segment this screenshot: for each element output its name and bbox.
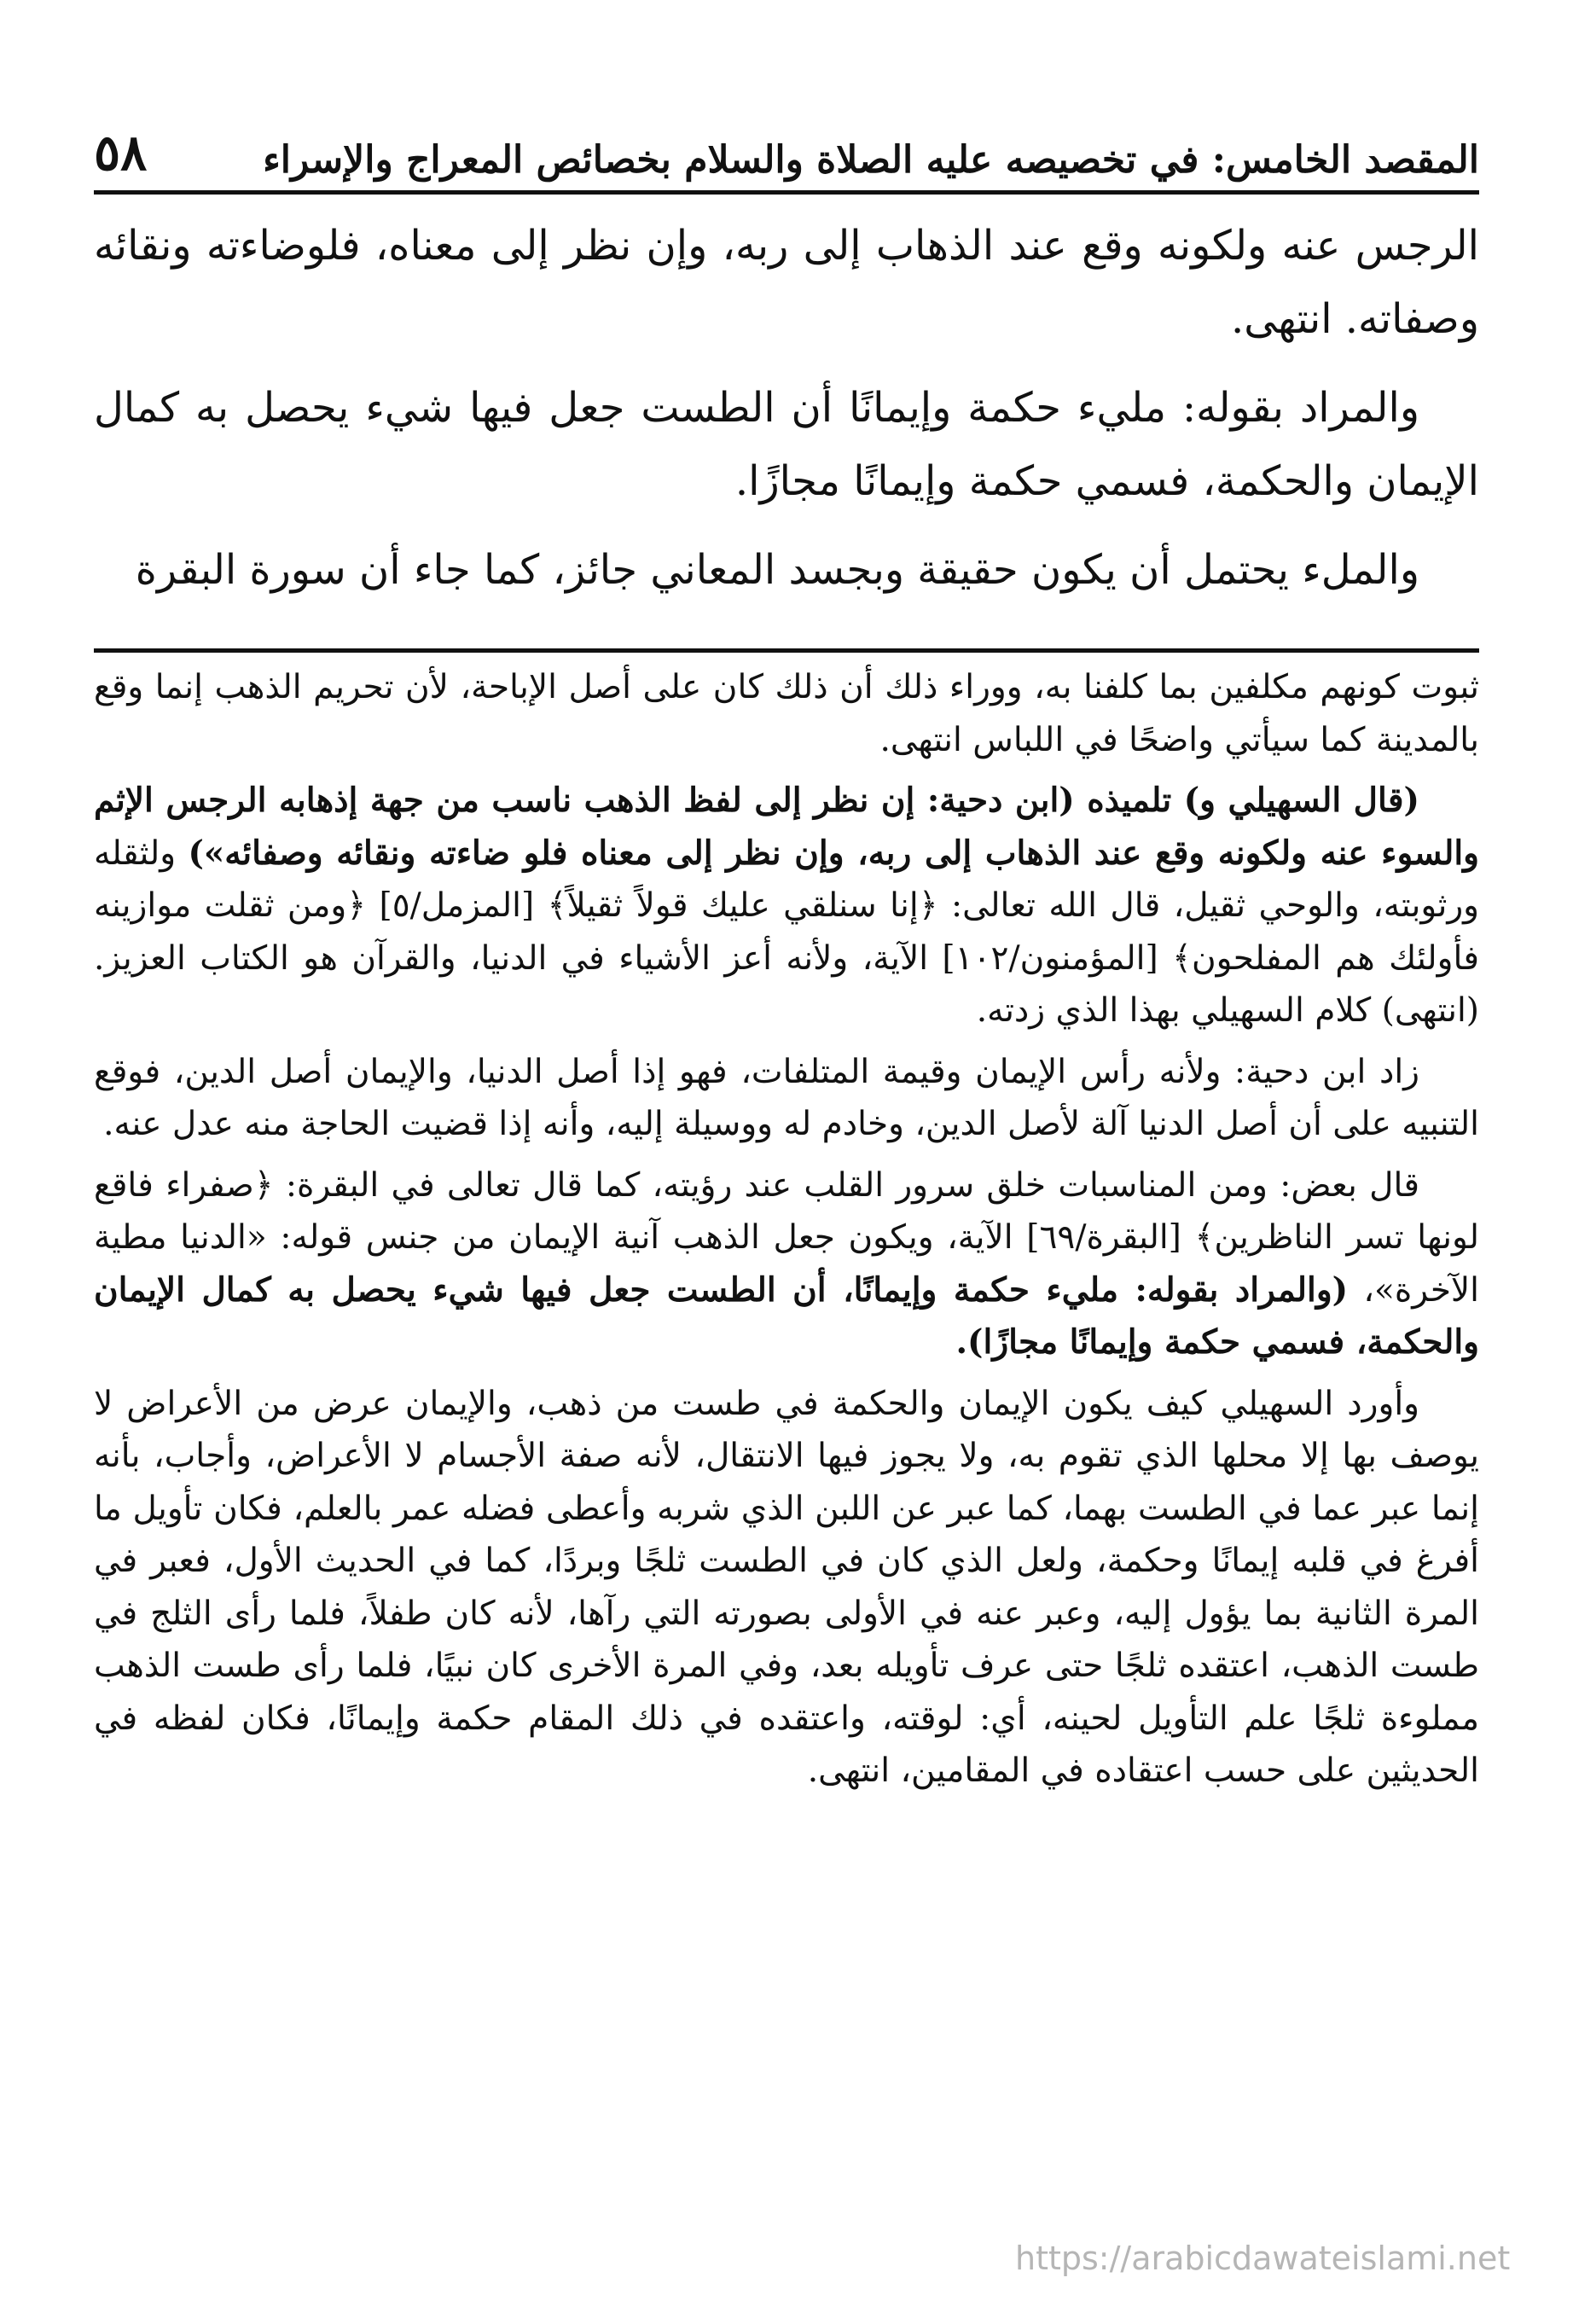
commentary-paragraph-2 bbox=[94, 775, 1479, 1037]
main-text bbox=[94, 209, 1479, 622]
source-watermark: https://arabicdawateislami.net bbox=[1015, 2240, 1511, 2277]
commentary-paragraph-1: ثبوت كونهم مكلفين بما كلفنا به، ووراء ذلك أن ذلك كان على أصل الإباحة، لأن تحريم الذهب إنما وقع بالمدينة كما سيأتي واضحًا في اللباس انتهى. bbox=[94, 668, 1479, 759]
main-paragraph-1: الرجس عنه ولكونه وقع عند الذهاب إلى ربه، وإن نظر إلى معناه، فلوضاءته ونقائه وصفاته. انتهى. bbox=[94, 222, 1479, 343]
commentary-paragraph-5: وأورد السهيلي كيف يكون الإيمان والحكمة في طست من ذهب، والإيمان عرض من الأعراض لا يوصف بها إلا محلها الذي تقوم به، ولا يجوز فيها الانتقال، لأنه صفة الأجسام لا الأعراض، وأجاب، بأنه إنما عبر عما في الطست بهما، كما عبر عن اللبن الذي شربه وأعطى فضله عمر بالعلم، فكان تأويل ما أفرغ في قلبه إيمانًا وحكمة، ولعل الذي كان في الطست ثلجًا وبردًا، كما في الحديث الأول، فعبر في المرة الثانية بما يؤول إليه، وعبر عنه في الأولى بصورته التي رآها، لأنه كان طفلاً، فلما رأى الثلج في طست الذهب، اعتقده ثلجًا حتى عرف تأويله بعد، وفي المرة الأخرى كان نبيًا، فلما رأى طست الذهب مملوءة ثلجًا علم التأويل لحينه، أي: لوقته، واعتقده في ذلك المقام حكمة وإيمانًا، فكان لفظه في الحديثين على حسب اعتقاده في المقامين، انتهى. bbox=[94, 1384, 1479, 1790]
main-paragraph-2: والمراد بقوله: مليء حكمة وإيمانًا أن الطست جعل فيها شيء يحصل به كمال الإيمان والحكمة، فسمي حكمة وإيمانًا مجازًا. bbox=[94, 384, 1479, 505]
main-paragraph-3: والملء يحتمل أن يكون حقيقة وبجسد المعاني جائز، كما جاء أن سورة البقرة bbox=[135, 546, 1419, 594]
page-header bbox=[94, 101, 1479, 195]
commentary-paragraph-3: زاد ابن دحية: ولأنه رأس الإيمان وقيمة المتلفات، فهو إذا أصل الدنيا، والإيمان أصل الدين، فوقع التنبيه على أن أصل الدنيا آلة لأصل الدين، وخادم له ووسيلة إليه، وأنه إذا قضيت الحاجة منه عدل عنه. bbox=[94, 1052, 1479, 1143]
quoted-bold-text: (والمراد بقوله: مليء حكمة وإيمانًا، أن الطست جعل فيها شيء يحصل به كمال الإيمان والحكمة، فسمي حكمة وإيمانًا مجازًا). bbox=[94, 1269, 1479, 1362]
commentary-text-run: ولثقله ورثوبته، والوحي ثقيل، قال الله تعالى: ﴿إنا سنلقي عليك قولاً ثقيلاً﴾ [المزمل/٥] ﴿ومن ثقلت موازينه فأولئك هم المفلحون﴾ [المؤمنون/١٠٢] الآية، ولأنه أعز الأشياء في الدنيا، والقرآن هو الكتاب العزيز. (انتهى) كلام السهيلي بهذا الذي زدته. bbox=[94, 834, 1479, 1030]
quoted-bold-text: (قال السهيلي و) تلميذه (ابن دحية: إن نظر إلى لفظ الذهب ناسب من جهة إذهابه الرجس الإثم والسوء عنه ولكونه وقع عند الذهاب إلى ربه، وإن نظر إلى معناه فلو ضاءته ونقائه وصفائه») bbox=[94, 781, 1479, 873]
page-number: ٥٨ bbox=[94, 124, 148, 182]
running-title: المقصد الخامس: في تخصيصه عليه الصلاة والسلام بخصائص المعراج والإسراء bbox=[263, 138, 1479, 182]
commentary-text-run: قال بعض: ومن المناسبات خلق سرور القلب عند رؤيته، كما قال تعالى في البقرة: ﴿صفراء فاقع لونها تسر الناظرين﴾ [البقرة/٦٩] الآية، ويكون جعل الذهب آنية الإيمان من جنس قوله: «الدنيا مطية الآخرة»، bbox=[94, 1165, 1479, 1310]
commentary-paragraph-4 bbox=[94, 1159, 1479, 1369]
commentary-text bbox=[94, 661, 1479, 1806]
footnote-divider bbox=[94, 648, 1479, 653]
